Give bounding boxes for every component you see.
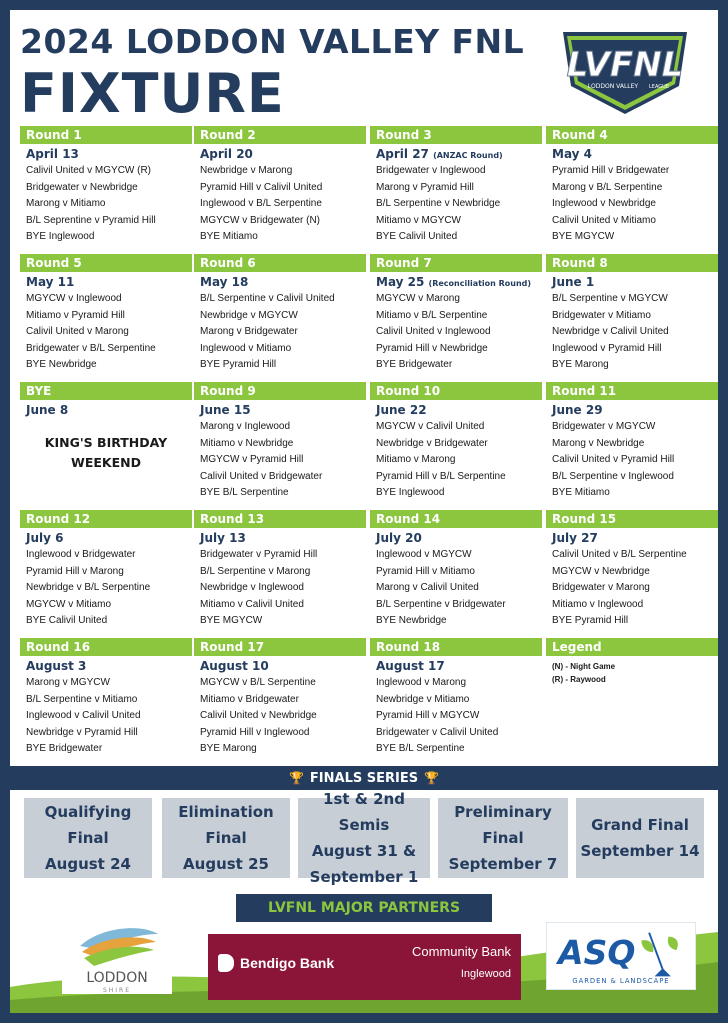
loddon-shire-logo (62, 916, 172, 994)
match-item: MGYCW v Bridgewater (N) (200, 214, 321, 226)
match-list (546, 291, 718, 374)
round-heading: Round 3 (370, 126, 542, 144)
match-item: Inglewood v MGYCW (376, 549, 472, 560)
finals-box (298, 790, 430, 886)
round-cell (20, 254, 192, 374)
round-cell (546, 254, 718, 374)
round-heading: Round 18 (370, 638, 542, 656)
round-heading: Round 4 (546, 126, 718, 144)
round-heading: BYE (20, 382, 192, 400)
round-date: August 10 (200, 659, 269, 673)
match-list (20, 675, 192, 758)
lvfnl-logo (555, 24, 695, 120)
round-date: July 20 (376, 531, 422, 545)
match-item: Marong v Inglewood (200, 421, 291, 432)
match-list (370, 675, 542, 758)
match-item: Bridgewater v Marong (552, 582, 650, 593)
match-item: Calivil United v B/L Serpentine (552, 549, 687, 560)
round-cell (20, 126, 192, 246)
svg-text:LODDON: LODDON (86, 970, 148, 986)
match-item: BYE Newbridge (26, 359, 97, 370)
match-item: B/L Serpentine v Mitiamo (26, 693, 138, 705)
match-item: Newbridge v Inglewood (200, 582, 304, 593)
round-date: June 29 (552, 403, 603, 417)
match-item: Calivil United v MGYCW (R) (26, 165, 152, 176)
finals-box (24, 798, 152, 878)
match-item: Mitiamo v MGYCW (376, 214, 461, 226)
match-item: Marong v Newbridge (552, 437, 645, 449)
finals-line: Final (482, 829, 524, 847)
title-line1: 2024 LODDON VALLEY FNL (20, 22, 525, 61)
finals-line: Preliminary (454, 803, 552, 821)
bye-note: KING'S BIRTHDAY WEEKEND (44, 435, 168, 470)
finals-line: Final (205, 829, 247, 847)
match-item: BYE Inglewood (376, 487, 445, 498)
round-heading: Round 16 (20, 638, 192, 656)
match-item: Bridgewater v Mitiamo (552, 309, 651, 321)
bendigo-community: Community Bank (412, 944, 511, 959)
match-list (194, 419, 366, 502)
match-item: MGYCW v B/L Serpentine (200, 677, 316, 688)
match-item: BYE Mitiamo (200, 231, 258, 242)
round-cell (546, 638, 718, 686)
finals-line: August 24 (45, 855, 131, 873)
round-heading: Round 17 (194, 638, 366, 656)
match-item: BYE Calivil United (376, 231, 458, 242)
major-partners-heading: LVFNL MAJOR PARTNERS (236, 894, 492, 922)
round-date: August 17 (376, 659, 445, 673)
match-list (370, 163, 542, 246)
round-date: April 27 (ANZAC Round) (376, 147, 503, 161)
match-item: MGYCW v Marong (376, 293, 460, 304)
match-list (20, 291, 192, 374)
match-item: BYE Mitiamo (552, 487, 610, 498)
match-list (194, 291, 366, 374)
round-date: April 13 (26, 147, 79, 161)
finals-line: Qualifying (44, 803, 132, 821)
round-heading: Round 5 (20, 254, 192, 272)
match-item: B/L Seprentine v Pyramid Hill (26, 214, 156, 226)
bendigo-b-icon (218, 954, 234, 972)
match-item: Calivil United v Bridgewater (200, 470, 323, 482)
round-cell (370, 254, 542, 374)
round-date: May 25 (Reconciliation Round) (376, 275, 532, 289)
finals-line: Elimination (178, 803, 274, 821)
round-heading: Round 14 (370, 510, 542, 528)
match-item: BYE Inglewood (26, 231, 95, 242)
match-list (370, 419, 542, 502)
match-list (194, 675, 366, 758)
round-heading: Round 9 (194, 382, 366, 400)
round-cell (20, 510, 192, 630)
match-item: Newbridge v Bridgewater (376, 437, 488, 449)
round-heading: Round 2 (194, 126, 366, 144)
match-item: Pyramid Hill v Newbridge (376, 342, 488, 354)
match-item: Bridgewater v B/L Serpentine (26, 342, 156, 354)
match-item: Marong v Pyramid Hill (376, 181, 474, 193)
svg-text:LEAGUE: LEAGUE (649, 84, 669, 90)
finals-line: September 1 (309, 868, 419, 886)
round-date: July 6 (26, 531, 64, 545)
match-item: B/L Serpentine v Marong (200, 565, 311, 577)
round-heading: Round 7 (370, 254, 542, 272)
match-list (546, 547, 718, 630)
match-item: Marong v Bridgewater (200, 326, 298, 337)
match-item: Inglewood v Newbridge (552, 198, 656, 209)
finals-line: September 7 (448, 855, 558, 873)
match-item: Pyramid Hill v Mitiamo (376, 565, 475, 577)
match-item: Mitiamo v Bridgewater (200, 693, 299, 705)
match-item: Newbridge v B/L Serpentine (26, 582, 151, 593)
round-cell (546, 382, 718, 502)
match-item: MGYCW v Mitiamo (26, 598, 111, 610)
match-list (194, 547, 366, 630)
round-heading: Round 13 (194, 510, 366, 528)
match-item: Newbridge v Marong (200, 165, 293, 176)
finals-line: 1st & 2nd Semis (323, 790, 405, 834)
match-item: Marong v Mitiamo (26, 198, 106, 209)
match-item: Pyramid Hill v Marong (26, 565, 124, 577)
match-item: Inglewood v B/L Serpentine (200, 198, 322, 209)
round-cell (370, 638, 542, 758)
match-item: Pyramid Hill v Bridgewater (552, 165, 670, 176)
match-item: Pyramid Hill v MGYCW (376, 710, 480, 721)
round-date: June 8 (26, 403, 69, 417)
match-item: Calivil United v Newbridge (200, 710, 317, 721)
match-item: Marong v B/L Serpentine (552, 181, 663, 193)
match-item: BYE Bridgewater (26, 743, 103, 754)
svg-text:LVFNL: LVFNL (566, 45, 684, 85)
finals-box (438, 798, 568, 878)
finals-heading: FINALS SERIES (309, 770, 419, 786)
round-cell (20, 382, 192, 473)
match-item: Inglewood v Bridgewater (26, 549, 136, 560)
finals-line: September 14 (580, 842, 700, 860)
match-item: BYE Marong (552, 359, 609, 370)
finals-line: Final (67, 829, 109, 847)
match-item: Mitiamo v B/L Serpentine (376, 309, 488, 321)
match-item: Mitiamo v Marong (376, 454, 456, 465)
round-cell (370, 510, 542, 630)
match-item: BYE B/L Serpentine (376, 743, 465, 754)
round-date: May 4 (552, 147, 593, 161)
round-heading: Round 8 (546, 254, 718, 272)
match-item: B/L Serpentine v Newbridge (376, 198, 501, 209)
match-item: MGYCW v Newbridge (552, 565, 650, 577)
match-item: Bridgewater v Pyramid Hill (200, 549, 318, 560)
round-date: June 1 (552, 275, 595, 289)
match-item: Inglewood v Pyramid Hill (552, 342, 662, 354)
match-item: B/L Serpentine v MGYCW (552, 293, 668, 304)
legend-item: (N) - Night Game (552, 662, 616, 671)
match-item: Newbridge v Calivil United (552, 326, 669, 337)
trophy-icon: 🏆 (288, 771, 304, 785)
match-item: Calivil United v Mitiamo (552, 214, 656, 226)
match-item: Newbridge v Pyramid Hill (26, 726, 138, 738)
match-item: Bridgewater v Calivil United (376, 726, 499, 738)
partners-area (10, 922, 718, 1013)
finals-line: August 31 & (311, 842, 417, 860)
round-cell (546, 126, 718, 246)
match-item: Calivil United v Marong (26, 326, 129, 337)
match-item: Marong v MGYCW (26, 677, 110, 688)
match-item: BYE B/L Serpentine (200, 487, 289, 498)
round-date: April 20 (200, 147, 253, 161)
round-cell (370, 382, 542, 502)
legend-list (546, 660, 718, 686)
match-list (370, 291, 542, 374)
match-item: BYE MGYCW (200, 615, 263, 626)
round-cell (546, 510, 718, 630)
match-item: Bridgewater v Newbridge (26, 181, 138, 193)
match-list (546, 419, 718, 502)
match-item: MGYCW v Inglewood (26, 293, 122, 304)
svg-text:GARDEN & LANDSCAPE: GARDEN & LANDSCAPE (572, 977, 670, 986)
bendigo-bank-banner (208, 934, 521, 1000)
match-item: B/L Serpentine v Calivil United (200, 293, 335, 304)
round-cell (370, 126, 542, 246)
match-item: Mitiamo v Inglewood (552, 598, 644, 610)
match-item: Bridgewater v MGYCW (552, 421, 656, 432)
match-item: BYE Pyramid Hill (552, 615, 629, 626)
match-item: BYE Pyramid Hill (200, 359, 277, 370)
round-date: May 11 (26, 275, 75, 289)
match-item: Marong v Calivil United (376, 582, 479, 593)
match-item: BYE Bridgewater (376, 359, 453, 370)
match-item: Newbridge v MGYCW (200, 309, 298, 321)
match-item: Mitiamo v Newbridge (200, 437, 294, 449)
round-cell (194, 126, 366, 246)
round-date-note: (ANZAC Round) (433, 151, 503, 160)
fixture-grid (20, 126, 708, 766)
match-item: MGYCW v Calivil United (376, 421, 485, 432)
match-list (194, 163, 366, 246)
finals-line: Grand Final (591, 816, 689, 834)
match-list (20, 547, 192, 630)
round-cell (20, 638, 192, 758)
round-heading: Round 10 (370, 382, 542, 400)
round-date: June 22 (376, 403, 427, 417)
round-heading: Round 1 (20, 126, 192, 144)
round-cell (194, 382, 366, 502)
round-date: June 15 (200, 403, 251, 417)
match-item: Pyramid Hill v Inglewood (200, 726, 310, 738)
match-item: Calivil United v Pyramid Hill (552, 454, 675, 465)
match-list (20, 163, 192, 246)
bendigo-branch: Inglewood (460, 968, 511, 980)
round-heading: Round 11 (546, 382, 718, 400)
match-item: Bridgewater v Inglewood (376, 165, 486, 176)
finals-box (162, 798, 290, 878)
bendigo-name: Bendigo Bank (240, 955, 335, 971)
round-date: May 18 (200, 275, 249, 289)
match-item: Newbridge v Mitiamo (376, 693, 470, 705)
round-date: July 27 (552, 531, 598, 545)
match-item: Pyramid Hill v B/L Serpentine (376, 470, 506, 482)
match-item: BYE Calivil United (26, 615, 108, 626)
round-cell (194, 638, 366, 758)
trophy-icon: 🏆 (424, 771, 440, 785)
match-item: BYE MGYCW (552, 231, 615, 242)
match-item: BYE Newbridge (376, 615, 447, 626)
match-list (370, 547, 542, 630)
title-line2: FIXTURE (20, 62, 285, 125)
match-item: Calivil United v Inglewood (376, 326, 491, 337)
match-item: Pyramid Hill v Calivil United (200, 181, 323, 193)
round-heading: Legend (546, 638, 718, 656)
legend-item: (R) - Raywood (552, 675, 606, 684)
match-item: BYE Marong (200, 743, 257, 754)
round-cell (194, 254, 366, 374)
match-list (546, 163, 718, 246)
match-item: Inglewood v Calivil United (26, 710, 141, 721)
match-item: B/L Serpentine v Bridgewater (376, 598, 506, 610)
round-date: July 13 (200, 531, 246, 545)
finals-line: August 25 (183, 855, 269, 873)
finals-box (576, 798, 704, 878)
match-item: B/L Serpentine v Inglewood (552, 470, 674, 482)
match-item: MGYCW v Pyramid Hill (200, 454, 304, 465)
match-item: Inglewood v Marong (376, 677, 467, 688)
round-date: August 3 (26, 659, 87, 673)
svg-text:SHIRE: SHIRE (102, 987, 132, 994)
round-date-note: (Reconciliation Round) (428, 279, 532, 288)
svg-text:ASQ: ASQ (558, 932, 636, 972)
svg-text:LODDON VALLEY: LODDON VALLEY (587, 83, 639, 90)
round-heading: Round 12 (20, 510, 192, 528)
match-item: Mitiamo v Calivil United (200, 598, 304, 610)
asq-logo (546, 922, 696, 990)
match-item: Mitiamo v Pyramid Hill (26, 309, 125, 321)
round-cell (194, 510, 366, 630)
round-heading: Round 6 (194, 254, 366, 272)
match-item: Inglewood v Mitiamo (200, 342, 292, 354)
round-heading: Round 15 (546, 510, 718, 528)
finals-area (10, 790, 718, 890)
